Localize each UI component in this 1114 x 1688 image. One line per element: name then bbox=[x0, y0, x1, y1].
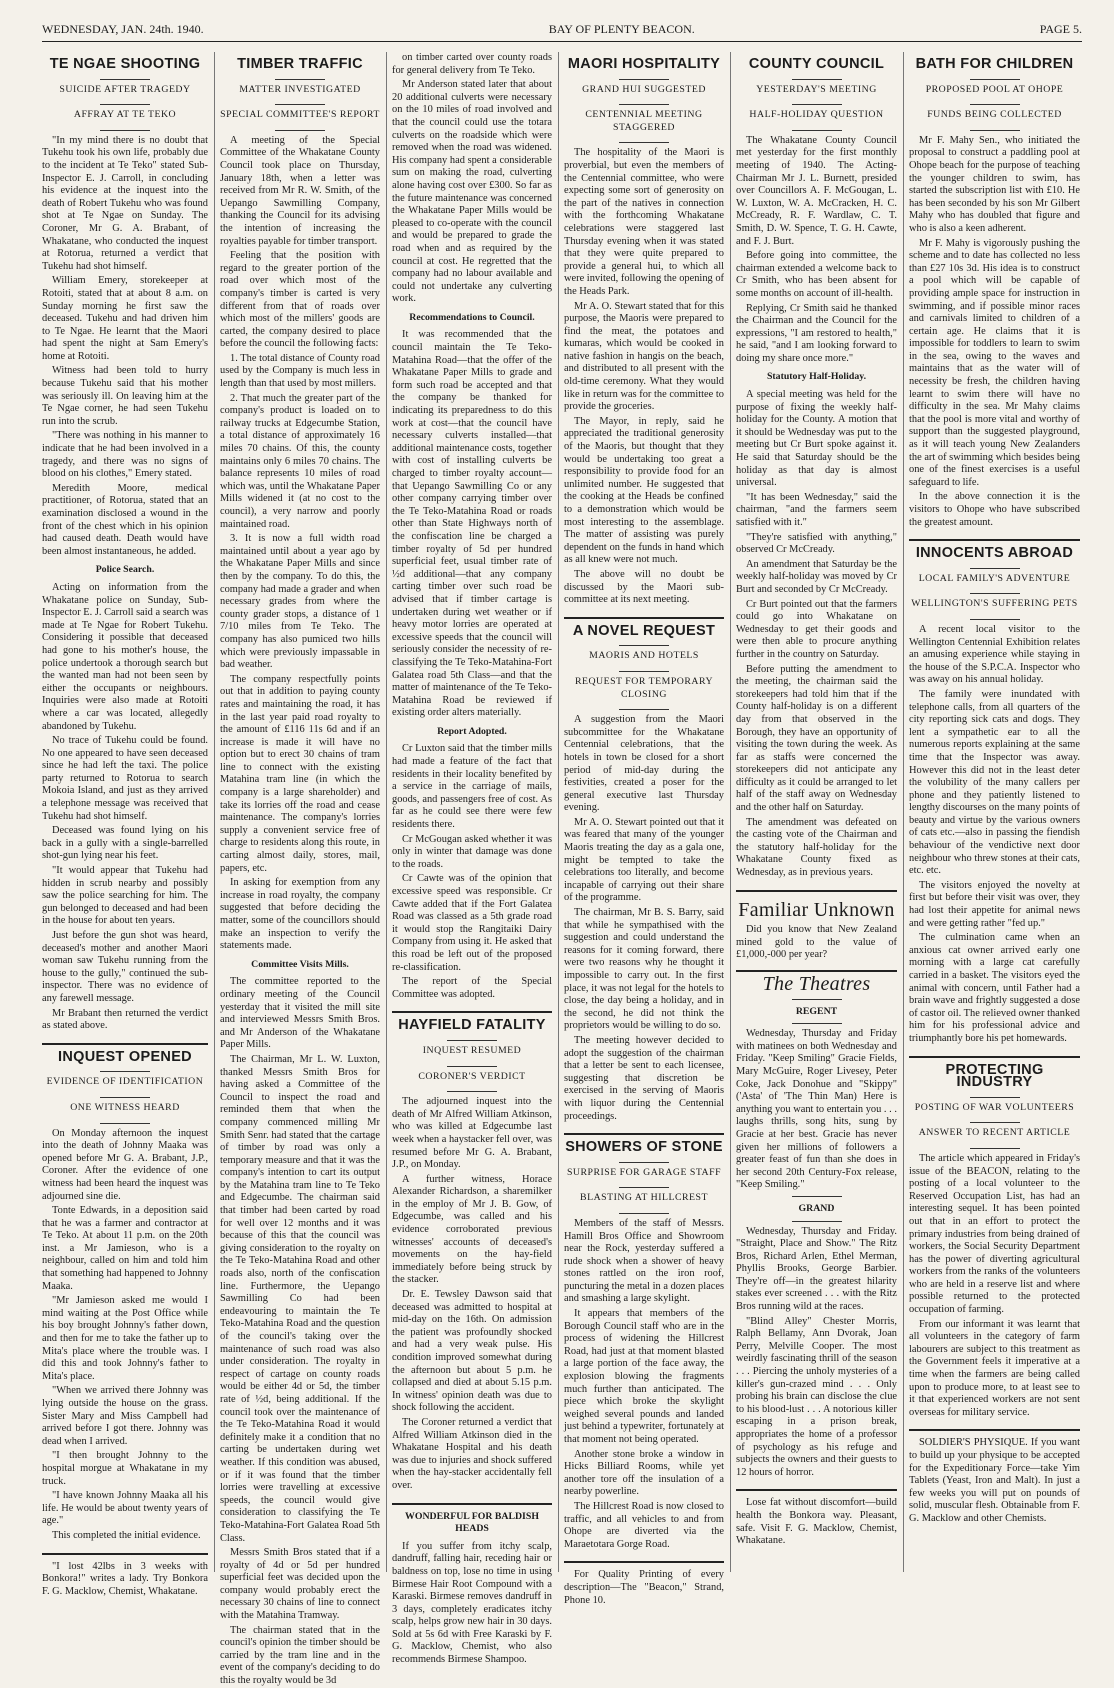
paragraph: Mr A. O. Stewart pointed out that it was feared that many of the younger Maoris treating the day as a gala one, might be tempted to take the celebrations too literally, and become incapable of carrying out their share of the programme. bbox=[564, 816, 724, 904]
section-heading: Report Adopted. bbox=[437, 725, 507, 737]
paragraph: The above will no doubt be discussed by the Maori sub-committee at its next meeting. bbox=[564, 568, 724, 606]
paragraph: The report of the Special Committee was adopted. bbox=[392, 976, 552, 1000]
paragraph: Another stone broke a window in Hicks Billiard Rooms, while yet another tore off the insulation of a nearby powerline. bbox=[564, 1448, 724, 1498]
column-rule bbox=[558, 52, 559, 1572]
paragraph: Dr. E. Tewsley Dawson said that deceased was admitted to hospital at mid-day on the 16th. On admission the patient was profoundly shocked and had a very weak pulse. His condition improved somewhat during the afternoon but about 5 p.m. he collapsed and died at about 5.15 p.m. In witness' opinion death was due to shock following the accident. bbox=[392, 1289, 552, 1414]
paragraph: "It has been Wednesday," said the chairman, "and the farmers seem satisfied with it." bbox=[736, 491, 897, 528]
paragraph: "It would appear that Tukehu had hidden in scrub nearby and possibly saw the police searching for him. The gun belonged to deceased and had been in the house for about ten years. bbox=[42, 865, 208, 927]
headline-a-novel-request: A NOVEL REQUEST bbox=[572, 622, 716, 639]
advertisement: If you suffer from itchy scalp, dandruff, falling hair, receding hair or baldness on top, lose no time in using Birmese Hair Root Compound with a Karaski. Birmese removes dandruff in 3 days, completely eradicates itchy scalp, helps grow new hair in 30 days. Sold at 5s 6d with Free Karaski by F. G. Macklow, Chemist, who also recommends Birmese Shampoo. bbox=[392, 1540, 552, 1666]
column-4 bbox=[564, 52, 724, 1606]
paragraph: Wednesday, Thursday and Friday with matinees on both Wednesday and Friday. "Keep Smiling" Gracie Fields, Mary McGuire, Roger Livesey, Peter Coke, Jack Donohue and "Skippy" ('Asta' of 'The Thin Man) Here is anything you want to entertain you . . . laughs thrills, song hits, sung by Gracie at her best. Gracie has never given her millions of followers a greater feast of fun than she does in her second 20th Century-Fox release, "Keep Smiling." bbox=[736, 1028, 897, 1191]
paragraph: It appears that members of the Borough Council staff who are in the process of widening the Hillcrest Road, had just at that moment blasted a large portion of the face away, the explosion blowing the fragments much further than anticipated. The piece which broke the skylight weighed several pounds and landed just behind a typewriter, fortunately at that moment not being operated. bbox=[564, 1308, 724, 1445]
paragraph: The culmination came when an anxious cat owner arrived early one morning with a large cat carefully carried in a basket. The visitors eyed the animal with concern, until Father had a brain wave and frightly suggested a dose of castor oil. The relieved owner thanked him for his professional advice and triumphantly bore his pet homewards. bbox=[909, 932, 1080, 1044]
subhead: REQUEST FOR TEMPORARY CLOSING bbox=[574, 675, 714, 700]
paragraph: Did you know that New Zealand mined gold to the value of £1,000,-000 per year? bbox=[736, 924, 897, 961]
headline-maori-hospitality: MAORI HOSPITALITY bbox=[567, 56, 721, 72]
paragraph: From our informant it was learnt that all volunteers in the category of farm labourers are subject to this treatment as the Government feels it imperative at a time when the farmers are being called upon to produce more, to at least see to it that experienced workers are not sent overseas for military service. bbox=[909, 1318, 1080, 1418]
paragraph: "Blind Alley" Chester Morris, Ralph Bellamy, Ann Dvorak, Joan Perry, Melville Cooper. The most weirdly fascinating thrill of the season . . . Piercing the unholy mysteries of a killer's gun-crazed mind . . . Only probing his brain can disclose the clue to his blood-lust . . . A notorious killer escaping in a prison break, appropriates the home of a professor of psychology as his refuge and subjects the owners and their guests to 12 hours of horror. bbox=[736, 1315, 897, 1478]
headline-protecting-industry: PROTECTING INDUSTRY bbox=[945, 1061, 1044, 1091]
subhead: FUNDS BEING COLLECTED bbox=[927, 109, 1062, 121]
subhead: SPECIAL COMMITTEE'S REPORT bbox=[220, 109, 380, 121]
paragraph: In asking for exemption from any increase in road royalty, the company suggested that before deciding the matter, some of the councillors should make an inspection to verify the statements made. bbox=[220, 877, 380, 952]
paragraph: Witness had been told to hurry because Tukehu said that his mother was seriously ill. On leaving him at the Te Ngae corner, he had seen Tukehu run into the scrub. bbox=[42, 365, 208, 427]
paragraph: Feeling that the position with regard to the greater portion of the road over which most of the company's timber is carted is very different from that of roads over which most of the millers' goods are carted, the company desired to place before the council the following facts: bbox=[220, 250, 380, 350]
paragraph: The Whakatane County Council met yesterday for the first monthly meeting of 1940. The Acting-Chairman Mr J. L. Burnett, presided over Councillors A. F. McGougan, L. W. Luxton, W. A. McCracken, H. C. McCready, R. F. Wardlaw, C. T. Smith, D. W. Spence, T. G. H. Cawte, and F. J. Burt. bbox=[736, 134, 897, 247]
headline-the-theatres: The Theatres bbox=[762, 973, 871, 995]
theatre-name: REGENT bbox=[795, 1005, 838, 1017]
paragraph: The Chairman, Mr L. W. Luxton, thanked Messrs Smith Bros for having asked a Committee of the Council to inspect the road and reminded them that when the company commenced milling Mr Smith Senr. had stated that the cartage of timber by road was only a temporary measure and that it was the company's intention to cart its output by the Matahina tram line to Te Teko and Edgecumbe. The chairman said that timber had been carted by road for well over 12 months and it was because of this that the council was giving consideration to the royalty on the Te Teko-Matahina Road and other roads also, north of the confiscation line. Furthermore, the Uepango Sawmilling Co had been endeavouring to maintain the Te Teko-Matahina Road and the question of the council's taking over the maintenance of such road was also under consideration. The royalty in respect of cartage on county roads would be either 4d or 5d, the timber rate of ½d, being additional. If the council took over the maintenance of the Te Teko-Matahina Road it would definitely make it a condition that no carting be undertaken during wet weather. If this condition was abused, or if it was found that the timber lorries were travelling at excessive speeds, the council would give consideration to classifying the Te Teko-Matahina-Fort Galatea Road 5th Class. bbox=[220, 1053, 380, 1544]
paragraph: Mr Anderson stated later that about 20 additional culverts were necessary on the 10 miles of road involved and that the council could use the totara culverts on the roadside which were removed when the road was widened. His company had spent a considerable sum on making the road, culverting alone having cost over £300. So far as the future maintenance was concerned the Whakatane Paper Mills would be pleased to co-operate with the council and would be prepared to grade the road when and as required by the council at cost. He regretted that the company had no labour available and could not undertake any culverting work. bbox=[392, 79, 552, 305]
paragraph: The chairman, Mr B. S. Barry, said that while he sympathised with the suggestion and could understand the reasons for it coming forward, there were two reasons why he thought it impossible to carry out. In the first place, it was not legal for the hotels to close, the day being a holiday, and in the second, he did not think the proprietors would be willing to do so. bbox=[564, 907, 724, 1032]
headline-familiar-unknown: Familiar Unknown bbox=[738, 898, 895, 921]
paragraph: 1. The total distance of County road used by the Company is much less in length than that used by most millers. bbox=[220, 352, 380, 390]
subhead: GRAND HUI SUGGESTED bbox=[582, 83, 706, 95]
subhead: SUICIDE AFTER TRAGEDY bbox=[59, 83, 191, 95]
paragraph: This completed the initial evidence. bbox=[52, 1529, 201, 1541]
column-3 bbox=[392, 52, 552, 1666]
paragraph: Replying, Cr Smith said he thanked the Chairman and the Council for the expressions, "I am restored to health," he said, "and I am looking forward to doing my share once more." bbox=[736, 302, 897, 364]
paragraph: The committee reported to the ordinary meeting of the Council yesterday that it visited the mill site and interviewed Messrs Smith Bros. and Mr Anderson of the Whakatane Paper Mills. bbox=[220, 976, 380, 1051]
paragraph: Mr F. Mahy is vigorously pushing the scheme and to date has collected no less than £27 10s 3d. His idea is to construct a pool which will be capable of providing ample space for instruction in swimming, and if possible minor races and carnivals limited to children of a certain age. He claims that it is impossible for toddlers to learn to swim in the sea, owing to the waves and maintains that as the water will of necessity be fresh, the children having learnt to swim there will have no difficulty in the sea. Mr Mahy claims that the pool is more vital and worthy of support than the suggested playground, as it will teach young New Zealanders the art of swimming which besides being one of the finest exercises is a useful safeguard to life. bbox=[909, 237, 1080, 488]
paragraph: Before going into committee, the chairman extended a welcome back to Cr Smith, who has been absent for some months on account of ill-health. bbox=[736, 250, 897, 299]
subhead: YESTERDAY'S MEETING bbox=[756, 83, 877, 95]
paragraph: Tonte Edwards, in a deposition said that he was a farmer and contractor at Te Teko. At about 11 p.m. on the 20th inst. a Mr Jamieson, who is a neighbour, called on him and told him that something had happened to Johnny Maaka. bbox=[42, 1205, 208, 1292]
paragraph: A special meeting was held for the purpose of fixing the weekly half-holiday for the County. A motion that it should be Wednesday was put to the meeting but Cr Burt spoke against it. He said that Saturday should be the holiday as that day is almost universal. bbox=[736, 389, 897, 489]
paragraph: Acting on information from the Whakatane police on Sunday, Sub-Inspector E. J. Carroll said a search was made at Te Ngae for Robert Tukehu. Considering it possible that deceased had gone to his mother's house, the police undertook a thorough search but the wanted man had not been seen by either the occupants or neighbours. Inquiries were also made at Rotoiti where a car was located, allegedly abandoned by Tukehu. bbox=[42, 581, 208, 732]
paragraph: The Coroner returned a verdict that Alfred William Atkinson died in the Whakatane Hospital and his death was due to injuries and shock suffered when the hay-stacker accidentally fell over. bbox=[392, 1416, 552, 1491]
paragraph: Messrs Smith Bros stated that if a royalty of 4d or 5d per hundred superficial feet was decided upon the company would probably erect the necessary 30 chains of line to connect with the Matahina Tramway. bbox=[220, 1547, 380, 1622]
masthead bbox=[42, 22, 1082, 42]
paragraph: Before putting the amendment to the meeting, the chairman said the storekeepers had told him that if the County half-holiday is on a different day from that observed in the Borough, they have an opportunity of visiting the town during the week. As far as staffs were concerned the storekeepers did not anticipate any difficulty as it could be arranged to let half of the staff away on Wednesday and the other half on Saturday. bbox=[736, 663, 897, 814]
paragraph: The meeting however decided to adopt the suggestion of the chairman that a letter be sent to each licensee, suggesting that discretion be exercised in the serving of Maoris with liquor during the Centennial proceedings. bbox=[564, 1034, 724, 1122]
headline-innocents-abroad: INNOCENTS ABROAD bbox=[915, 545, 1074, 562]
paragraph: Wednesday, Thursday and Friday. "Straight, Place and Show." The Ritz Bros, Richard Arlen, Ethel Merman, Phyllis Brooks, George Barbier. They're off—in the greatest hilarity stakes ever screened . . . with the Ritz Bros running wild at the races. bbox=[736, 1225, 897, 1313]
section-heading: Recommendations to Council. bbox=[409, 311, 535, 323]
section-heading: Police Search. bbox=[95, 564, 155, 576]
headline-timber-traffic: TIMBER TRAFFIC bbox=[237, 56, 363, 72]
paragraph: The hospitality of the Maori is proverbial, but even the members of the Centennial committee, who were expecting some sort of generosity on the part of the natives in connection with the forthcoming Whakatane celebrations were staggered last Thursday evening when it was stated that they were quite prepared to provide a general hui, to which all were invited, following the opening of the Heads Park. bbox=[564, 147, 724, 297]
paragraph: A suggestion from the Maori subcommittee for the Whakatane Centennial celebrations, that the hotels in town be closed for a short period of mid-day during the festivities, created a poser for the general executive last Thursday evening. bbox=[564, 714, 724, 814]
column-5 bbox=[736, 52, 897, 1572]
column-rule bbox=[730, 52, 731, 1572]
paragraph: Cr Cawte was of the opinion that excessive speed was responsible. Cr Cawte added that if the Fort Galatea Road was classed as a 5th grade road it would stop the Rangitaiki Dairy Company from using it. He asked that this road be left out of the proposed re-classification. bbox=[392, 873, 552, 973]
advertisement: Lose fat without discomfort—build health the Bonkora way. Pleasant, safe. Visit F. G. Macklow, Chemist, Whakatane. bbox=[736, 1497, 897, 1547]
subhead: PROPOSED POOL AT OHOPE bbox=[925, 83, 1064, 95]
subhead: BLASTING AT HILLCREST bbox=[580, 1192, 708, 1204]
column-1 bbox=[42, 52, 208, 1597]
paragraph: on timber carted over county roads for general delivery from Te Teko. bbox=[392, 52, 552, 76]
paragraph: On Monday afternoon the inquest into the death of Johnny Maaka was opened before Mr G. A. Brabant, J.P., Coroner. After the evidence of one witness had been heard the inquest was adjourned sine die. bbox=[42, 1127, 208, 1202]
paragraph: Members of the staff of Messrs. Hamill Bros Office and Showroom near the Rock, yesterday suffered a rude shock when a shower of heavy stones rattled on the iron roof, puncturing the metal in a dozen places and smashing a large skylight. bbox=[564, 1217, 724, 1305]
subhead: MATTER INVESTIGATED bbox=[239, 83, 361, 95]
advertisement: For Quality Printing of every description—The "Beacon," Strand, Phone 10. bbox=[564, 1569, 724, 1606]
paragraph: Cr McGougan asked whether it was only in winter that damage was done to the roads. bbox=[392, 833, 552, 870]
paragraph: In the above connection it is the visitors to Ohope who have subscribed the greatest amount. bbox=[909, 491, 1080, 528]
paragraph: The article which appeared in Friday's issue of the BEACON, relating to the posting of a local volunteer to the Reserved Occupation List, has had an interesting sequel. It has been pointed out that in an effort to protect the primary industries from being drained of workers, the Social Security Department has the power of diverting agricultural workers from the ranks of the volunteers who are held in a reserve list and where possible returned to the protected occupation of farming. bbox=[909, 1152, 1080, 1316]
headline-bath-for-children: BATH FOR CHILDREN bbox=[915, 56, 1074, 72]
paragraph: A recent local visitor to the Wellington Centennial Exhibition relates an amusing experience while staying in the house of the S.P.C.A. Inspector who was away on his annual holiday. bbox=[909, 623, 1080, 686]
section-heading: Committee Visits Mills. bbox=[251, 958, 349, 970]
paragraph: "I then brought Johnny to the hospital morgue at Whakatane in my truck. bbox=[42, 1450, 208, 1487]
paragraph: The Mayor, in reply, said he appreciated the traditional generosity of the Maoris, but thought that they would be undertaking too great a responsibility to provide food for an unlimited number. He suggested that the cooking at the Heads be confined to a demonstration which would be most interesting to the assemblage. The matter of assisting was purely dependent on the funds in hand which as all knew were not much. bbox=[564, 415, 724, 566]
paragraph: The chairman stated that in the council's opinion the timber should be carried by the tram line and in the event of the company's deciding to do this the royalty would be 3d bbox=[220, 1624, 380, 1687]
paragraph: It was recommended that the council maintain the Te Teko-Matahina Road—that the offer of the Whakatane Paper Mills to grade and form such road be accepted and that the company be thanked for indicating its preparedness to do this work at cost—that the council have necessary culverts installed—that additional maintenance costs, together with cost of installing culverts be charged to timber royalty account—that Uepango Sawmilling Co or any other company carrying timber over the Te Teko-Matahina Road or roads other than State Highways north of the confiscation line be charged a timber royalty of 5d per hundred superficial feet, usual timber rate of ½d additional—that any company carting timber over such road be advised that if timber cartage is undertaken during wet weather or if heavy motor lorries are operated at excessive speeds that the council will seriously consider the necessity of re-classifying the Te Teko-Matahina-Fort Galatea road 5th Class—and that the matter of maintenance of the Te Teko-Matahina Road be reviewed if existing order alters materially. bbox=[392, 329, 552, 719]
subhead: ONE WITNESS HEARD bbox=[70, 1101, 180, 1113]
paragraph: Cr Luxton said that the timber mills had made a feature of the fact that residents in their locality benefited by a service in the carriage of mails, goods, and passengers free of cost. As far as he could see there were few residents there. bbox=[392, 743, 552, 831]
paragraph: The visitors enjoyed the novelty at first but before their visit was over, they had lost their appetite for animal news and were getting rather "fed up." bbox=[909, 879, 1080, 929]
headline-showers-of-stone: SHOWERS OF STONE bbox=[565, 1139, 723, 1156]
paragraph: "I have known Johnny Maaka all his life. He would be about twenty years of age." bbox=[42, 1490, 208, 1527]
paragraph: 2. That much the greater part of the company's product is loaded on to railway trucks at Edgecumbe Station, a total distance of approximately 16 miles 70 chains. Of this, the county maintains only 6 miles 70 chains. The balance represents 10 miles of road which was, until the Whakatane Paper Mills widened it (at no cost to the council), a very narrow and poorly maintained road. bbox=[220, 392, 380, 530]
paragraph: Mr F. Mahy Sen., who initiated the proposal to construct a paddling pool at Ohope beach for the purpose of teaching the younger children to swim, has started the subscription list with £10. He has been seconded by his son Mr Gilbert Mahy who has doubled that figure and who is also a keen adherent. bbox=[909, 134, 1080, 234]
theatre-name: GRAND bbox=[798, 1202, 835, 1214]
paragraph: The adjourned inquest into the death of Mr Alfred William Atkinson, who was killed at Edgecumbe last week when a haystacker fell over, was resumed before Mr G. A. Brabant, J.P., on Monday. bbox=[392, 1096, 552, 1171]
paragraph: 3. It is now a full width road maintained until about a year ago by the Whakatane Paper Mills and since then by the company. To do this, the company had made a grader and when necessary grades from where the county grader stops, a distance of 1 7/10 miles from Te Teko. The company has also pumiced two hills which were previously impassable in bad weather. bbox=[220, 533, 380, 671]
column-rule bbox=[903, 52, 904, 1572]
paragraph: William Emery, storekeeper at Rotoiti, stated that at about 8 a.m. on Sunday morning he first saw the deceased. Tukehu and had driven him to Te Ngae. He learnt that the Maori had spent the night at Sam Emery's home at Rotoiti. bbox=[42, 275, 208, 362]
subhead: LOCAL FAMILY'S ADVENTURE bbox=[918, 572, 1071, 584]
subhead: CORONER'S VERDICT bbox=[418, 1070, 526, 1082]
paragraph: Deceased was found lying on his back in a gully with a single-barrelled shot-gun lying near his feet. bbox=[42, 825, 208, 862]
familiar-unknown-box bbox=[736, 890, 897, 972]
headline-hayfield-fatality: HAYFIELD FATALITY bbox=[398, 1017, 546, 1034]
headline-inquest-opened: INQUEST OPENED bbox=[58, 1048, 192, 1065]
column-6 bbox=[909, 52, 1080, 1572]
paragraph: The family were inundated with telephone calls, from all quarters of the city reporting sick cats and dogs. They lent a sympathetic ear to all the numerous reports explaining at the same time that the Inspector was away. However this did not in the least deter the volubility of the many callers per phone and they patiently listened to lengthy discourses on the many points of beauty and virtue by the various owners of cats etc.—also in passing the fiendish behaviour of the vendictive next door neighbour who threw stones at their cats, etc. etc. bbox=[909, 688, 1080, 877]
paragraph: Just before the gun shot was heard, deceased's mother and another Maori woman saw Tukehu running from the house to the gully," continued the sub-inspector. There was no evidence of any farewell message. bbox=[42, 930, 208, 1004]
subhead: POSTING OF WAR VOLUNTEERS bbox=[914, 1101, 1075, 1113]
paragraph: "Mr Jamieson asked me would I mind waiting at the Post Office while his boy brought Johnny's father down, and then for me to take the father up to Mita's place where the trouble was. I did this and took Johnny's father to Mita's place. bbox=[42, 1295, 208, 1382]
advertisement: SOLDIER'S PHYSIQUE. If you want to build up your physique to be accepted for the Expeditionary Force—take Yim Tablets (Yeast, Iron and Malt). In just a few weeks you will put on pounds of solid, muscular flesh. Obtainable from F. G. Macklow and other Chemists. bbox=[909, 1437, 1080, 1524]
paragraph: "In my mind there is no doubt that Tukehu took his own life, probably due to the incident at Te Teko" stated Sub-Inspector E. J. Carroll, in concluding his evidence at the inquest into the death of Robert Tukehu who was found shot at Te Ngae on Sunday. The Coroner, Mr G. A. Brabant, of Whakatane, who conducted the inquest at Rotorua, returned a verdict that Tukehu had shot himself. bbox=[42, 134, 208, 272]
subhead: EVIDENCE OF IDENTIFICATION bbox=[46, 1076, 204, 1088]
advertisement: "I lost 42lbs in 3 weeks with Bonkora!" writes a lady. Try Bonkora F. G. Macklow, Chemist, Whakatane. bbox=[42, 1560, 208, 1597]
paragraph: No trace of Tukehu could be found. No one appeared to have seen deceased since he had left the taxi. The police party returned to Rotorua to search Mokoia Island, and just as they arrived a telephone message was received that Tukehu had shot himself. bbox=[42, 735, 208, 822]
paragraph: "When we arrived there Johnny was lying outside the house on the grass. Sister Mary and Miss Campbell had arrived before I got there. Johnny was dead when I arrived. bbox=[42, 1385, 208, 1447]
paragraph: The Hillcrest Road is now closed to traffic, and all vehicles to and from Ohope are diverted via the Maraetotara Gorge Road. bbox=[564, 1500, 724, 1550]
headline-county-council: COUNTY COUNCIL bbox=[748, 56, 885, 72]
subhead: WELLINGTON'S SUFFERING PETS bbox=[911, 598, 1078, 610]
section-heading: Statutory Half-Holiday. bbox=[766, 371, 867, 383]
paragraph: "They're satisfied with anything," observed Cr McCready. bbox=[736, 531, 897, 556]
paragraph: An amendment that Saturday be the weekly half-holiday was moved by Cr Burt and seconded by Cr McCready. bbox=[736, 558, 897, 595]
subhead: INQUEST RESUMED bbox=[422, 1044, 522, 1056]
paragraph: Mr A. O. Stewart stated that for this purpose, the Maoris were prepared to find the meat, the potatoes and kumaras, which would be cooked in native fashion in hangis on the beach, and distributed to all present with the old-time ceremony. What they would like in return was for the committee to provide the groceries. bbox=[564, 300, 724, 413]
column-rule bbox=[386, 52, 387, 1572]
paragraph: "There was nothing in his manner to indicate that he had been involved in a tragedy, and there was no signs of blood on his clothes," Emery stated. bbox=[42, 430, 208, 480]
paragraph: A meeting of the Special Committee of the Whakatane County Council took place on Thursday, January 18th, when a letter was received from Mr R. W. Smith, of the Uepango Sawmilling Company, thanking the Council for its advising the intention of increasing the royalties payable for timber transport. bbox=[220, 134, 380, 247]
column-rule bbox=[214, 52, 215, 1572]
paragraph: A further witness, Horace Alexander Richardson, a sharemilker in the employ of Mr J. B. Gow, of Edgecumbe, was called and his evidence corroborated previous witnesses' accounts of deceased's movements on the hay-field immediately before being struck by the stacker. bbox=[392, 1173, 552, 1286]
subhead: AFFRAY AT TE TEKO bbox=[73, 109, 177, 121]
subhead: MAORIS AND HOTELS bbox=[589, 650, 699, 662]
paragraph: The company respectfully points out that in addition to paying county rates and maintaining the road, it has in the last year paid road royalty to the amount of £116 11s 6d and if an increase is made it will have no option but to erect 30 chains of tram line to connect with the existing Matahina tram line (in which the company is a large shareholder) and take its lorries off the road and cease maintenance. The company's lorries supply a convenient service free of charge to residents along this route, in carting almost daily, stores, mail, papers, etc. bbox=[220, 673, 380, 874]
subhead: SURPRISE FOR GARAGE STAFF bbox=[566, 1166, 722, 1178]
paragraph: Mr Brabant then returned the verdict as stated above. bbox=[42, 1007, 208, 1032]
page-number: PAGE 5. bbox=[1039, 22, 1082, 36]
paragraph: Cr Burt pointed out that the farmers could go into Whakatane on Wednesday to get their goods and were then able to procure anything further in the country on Saturday. bbox=[736, 598, 897, 660]
issue-date: WEDNESDAY, JAN. 24th. 1940. bbox=[42, 22, 204, 36]
subhead: CENTENNIAL MEETING STAGGERED bbox=[585, 109, 703, 133]
subhead: ANSWER TO RECENT ARTICLE bbox=[918, 1127, 1071, 1139]
paragraph: Meredith Moore, medical practitioner, of Rotorua, stated that an examination disclosed a wound in the front of the chest which in his opinion had caused death. Death would have been almost instantaneous, he added. bbox=[42, 482, 208, 557]
paragraph: The amendment was defeated on the casting vote of the Chairman and the statutory half-holiday for the Whakatane County fixed as Wednesday, as in previous years. bbox=[736, 816, 897, 879]
paper-title: BAY OF PLENTY BEACON. bbox=[548, 22, 695, 36]
headline-te-ngae-shooting: TE NGAE SHOOTING bbox=[49, 56, 201, 72]
advertisement-heading: WONDERFUL FOR BALDISH HEADS bbox=[405, 1510, 539, 1535]
column-2 bbox=[220, 52, 380, 1687]
subhead: HALF-HOLIDAY QUESTION bbox=[749, 109, 884, 121]
